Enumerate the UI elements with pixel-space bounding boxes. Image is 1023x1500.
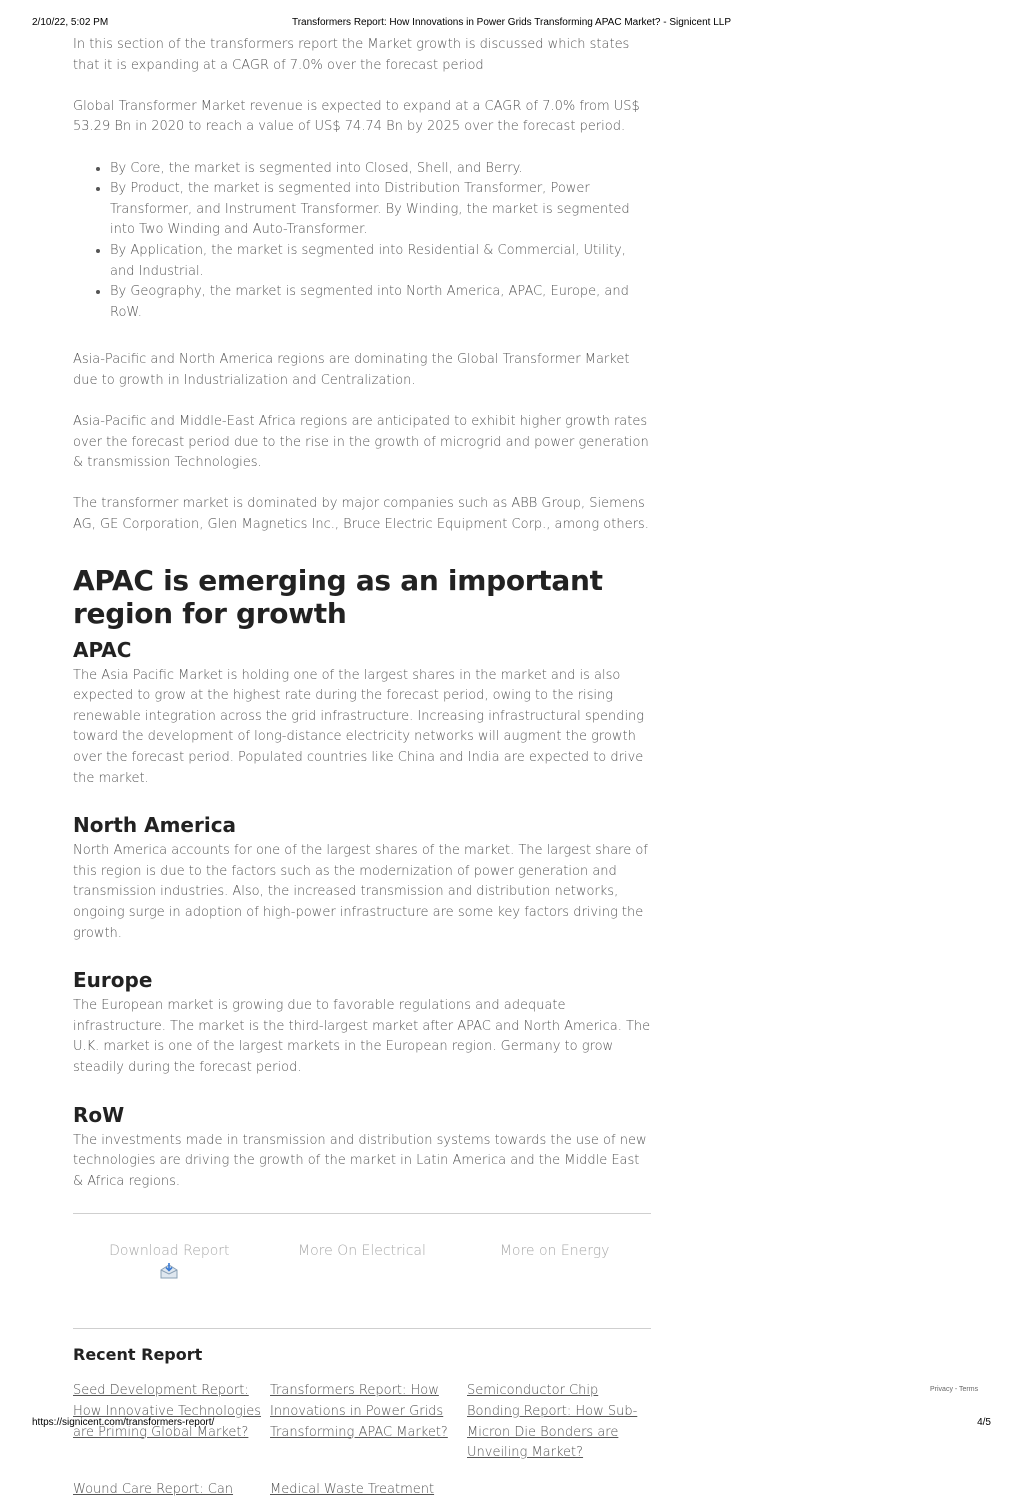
recent-report-link[interactable]: Semiconductor Chip Bonding Report: How Sub-Micron Die Bonders are Unveiling Market? [467,1383,638,1461]
print-url: https://signicent.com/transformers-report/ [32,1417,215,1428]
recent-report-link[interactable]: Seed Development Report: How Innovative Technologies are Priming Global Market? [73,1383,262,1440]
intro-paragraph: In this section of the transformers report the Market growth is discussed which states that it is expanding at a CAGR of 7.0% over the forecast period [73,37,630,73]
download-report-label: Download Report [109,1243,230,1260]
body-paragraph: Asia-Pacific and North America regions are dominating the Global Transformer Market due to growth in Industrialization and Centralization. [73,352,630,388]
recent-report-link[interactable]: Transformers Report: How Innovations in Power Grids Transforming APAC Market? [270,1383,448,1440]
region-text-north-america: North America accounts for one of the largest shares of the market. The largest share of this region is due to the factors such as the modernization of power generation and transmission industries. Also, the increased transmission and distribution networks, ongoing surge in adoption of high-power infrastructure are some key factors driving the growth. [73,843,648,941]
more-on-electrical-link[interactable]: More On Electrical [298,1243,426,1260]
download-envelope-icon [160,1263,178,1279]
region-heading-row: RoW [73,1102,125,1127]
body-paragraph: Asia-Pacific and Middle-East Africa regions are anticipated to exhibit higher growth rates over the forecast period due to the rise in the growth of microgrid and power generation & transmission Technologies. [73,414,649,471]
segment-list [73,159,651,324]
print-datetime: 2/10/22, 5:02 PM [32,17,109,28]
recent-report-grid [73,1381,651,1500]
intro-paragraph: Global Transformer Market revenue is expected to expand at a CAGR of 7.0% from US$ 53.29 Bn in 2020 to reach a value of US$ 74.74 Bn by 2025 over the forecast period. [73,98,640,135]
section-heading: APAC is emerging as an important region for growth [73,563,603,630]
recent-report-heading: Recent Report [73,1345,203,1365]
region-text-europe: The European market is growing due to favorable regulations and adequate infrastructure. The market is the third-largest market after APAC and North America. The U.K. market is one of the largest markets in the European region. Germany to grow steadily during the forecast period. [73,998,651,1075]
print-page-number: 4/5 [977,1417,991,1428]
recent-report-link[interactable]: Medical Waste Treatment [270,1481,435,1497]
segment-item: • By Geography, the market is segmented into North America, APAC, Europe, and RoW. [110,282,651,323]
print-header [0,17,1023,31]
more-on-energy-link[interactable]: More on Energy [499,1243,610,1260]
body-paragraph: The transformer market is dominated by major companies such as ABB Group, Siemens AG, GE Corporation, Glen Magnetics Inc., Bruce Electric Equipment Corp., among others. [73,496,649,533]
recent-report-link[interactable]: Wound Care Report: Can [73,1481,234,1497]
privacy-terms-link[interactable]: Privacy - Terms [930,1386,979,1393]
region-text-apac: The Asia Pacific Market is holding one of the largest shares in the market and is also expected to grow at the highest rate during the forecast period, owing to the rising renewable integration across the grid infrastructure. Increasing infrastructural spending toward the development of long-distance electricity networks will augment the growth over the forecast period. Populated countries like China and India are expected to drive the market. [73,667,645,786]
segment-item: • By Application, the market is segmented into Residential & Commercial, Utility, and Industrial. [110,241,651,282]
region-text-row: The investments made in transmission and distribution systems towards the use of new technologies are driving the growth of the market in Latin America and the Middle East & Africa regions. [73,1132,647,1189]
download-report-button[interactable] [73,1241,266,1328]
region-heading-north-america: North America [73,813,237,838]
action-links [73,1214,651,1328]
article-content [73,35,651,1500]
print-page-title: Transformers Report: How Innovations in Power Grids Transforming APAC Market? - Signicent LLP [291,17,732,28]
segment-item: • By Core, the market is segmented into Closed, Shell, and Berry. [110,159,651,180]
region-heading-apac: APAC [73,637,132,662]
segment-item: • By Product, the market is segmented into Distribution Transformer, Power Transformer, and Instrument Transformer. By Winding, the market is segmented into Two Winding and Auto-Transformer. [110,179,651,241]
print-footer [0,1417,1023,1431]
region-heading-europe: Europe [73,968,153,993]
